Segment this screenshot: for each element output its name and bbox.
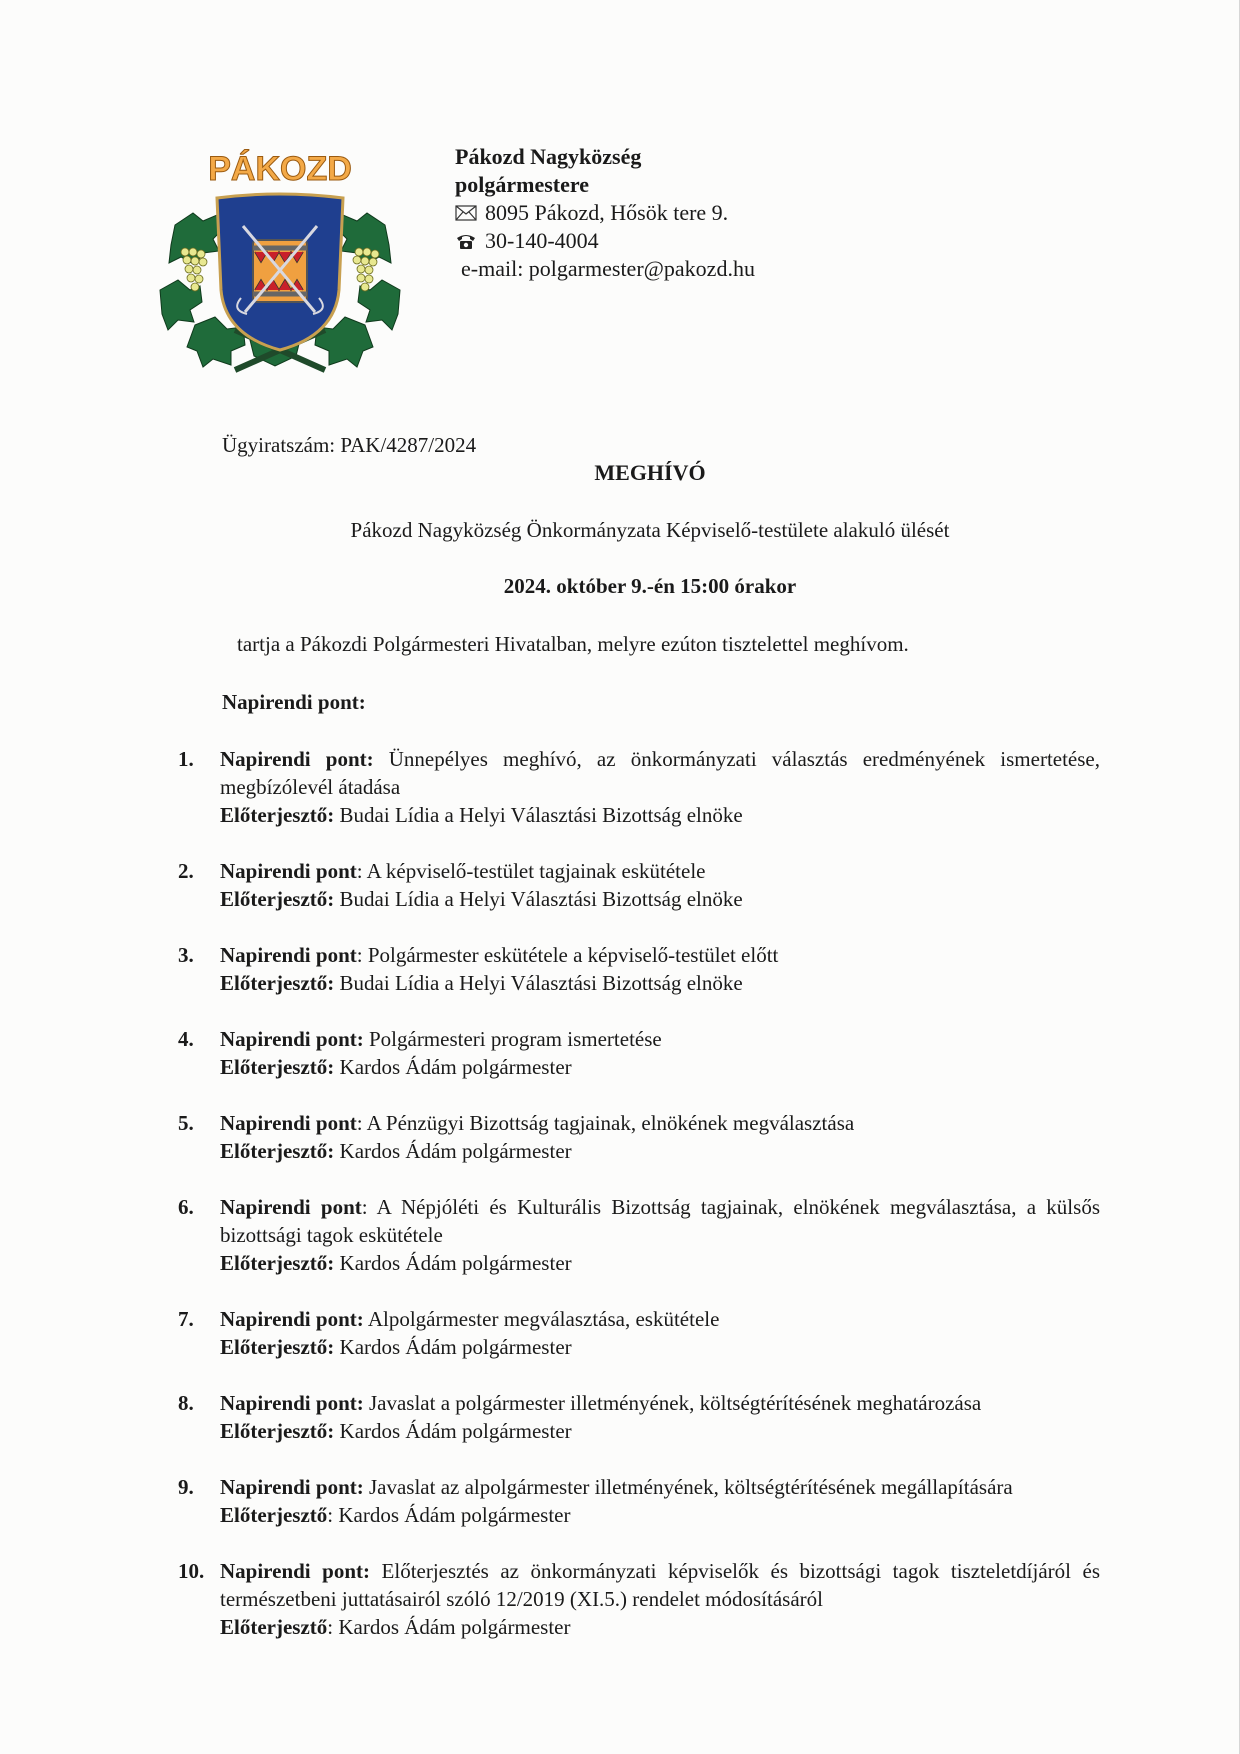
letterhead: [455, 143, 755, 283]
agenda-item-topic: Előterjesztés az önkormányzati képviselők és bizottsági tagok tiszteletdíjáról és természetbeni juttatásairól szóló 12/2019 (XI.5.) rendelet módosításáról: [220, 1559, 1101, 1611]
meeting-datetime: 2024. október 9.-én 15:00 órakor: [503, 574, 797, 598]
address-line: [455, 199, 755, 227]
logo-title-text: PÁKOZD: [208, 150, 352, 188]
presenter-name: Kardos Ádám polgármester: [334, 1055, 572, 1079]
agenda-item-number: 8.: [178, 1391, 194, 1415]
agenda-item-topic: Alpolgármester megválasztása, eskütétele: [363, 1307, 720, 1331]
agenda-item: [178, 1109, 1100, 1165]
agenda-item-topic: : A képviselő-testület tagjainak eskütétele: [356, 859, 706, 883]
agenda-item-number: 3.: [178, 943, 194, 967]
presenter-label: Előterjesztő:: [220, 1419, 335, 1443]
agenda-item-topic: : A Pénzügyi Bizottság tagjainak, elnökének megválasztása: [356, 1111, 855, 1135]
agenda-item-label: Napirendi pont:: [220, 1307, 364, 1331]
agenda-item-topic: Polgármesteri program ismertetése: [363, 1027, 662, 1051]
agenda-item-label: Napirendi pont: [220, 1195, 362, 1219]
presenter-name: : Kardos Ádám polgármester: [327, 1615, 571, 1639]
org-name: Pákozd Nagyközség: [455, 144, 642, 169]
agenda-item-label: Napirendi pont:: [220, 1475, 364, 1499]
agenda-item-label: Napirendi pont:: [220, 747, 374, 771]
agenda-item-label: Napirendi pont: [220, 943, 357, 967]
agenda-item-label: Napirendi pont:: [220, 1027, 364, 1051]
presenter-label: Előterjesztő:: [220, 1251, 335, 1275]
agenda-item: [178, 1557, 1100, 1641]
agenda-item-number: 10.: [178, 1559, 205, 1583]
presenter-name: Budai Lídia a Helyi Választási Bizottság elnöke: [334, 887, 743, 911]
agenda-item: [178, 1193, 1100, 1277]
envelope-icon: [455, 204, 477, 222]
presenter-label: Előterjesztő:: [220, 971, 335, 995]
agenda-item: [178, 745, 1100, 829]
agenda-item: [178, 1473, 1100, 1529]
agenda-item-topic: Javaslat a polgármester illetményének, költségtérítésének meghatározása: [363, 1391, 982, 1415]
document-title: MEGHÍVÓ: [594, 460, 706, 485]
phone-line: [455, 227, 755, 255]
agenda-item-number: 9.: [178, 1475, 194, 1499]
presenter-label: Előterjesztő:: [220, 803, 335, 827]
presenter-name: Kardos Ádám polgármester: [334, 1419, 572, 1443]
presenter-name: : Kardos Ádám polgármester: [327, 1503, 571, 1527]
presenter-name: Kardos Ádám polgármester: [334, 1139, 572, 1163]
phone-text: 30-140-4004: [485, 228, 599, 253]
agenda-item-label: Napirendi pont: [220, 1111, 357, 1135]
presenter-label: Előterjesztő:: [220, 887, 335, 911]
invitation-intro: Pákozd Nagyközség Önkormányzata Képviselő-testülete alakuló ülését: [350, 518, 950, 542]
agenda-item-topic: Javaslat az alpolgármester illetményének, költségtérítésének megállapítására: [363, 1475, 1013, 1499]
agenda-item-topic: Ünnepélyes meghívó, az önkormányzati választás eredményének ismertetése, megbízólevél átadása: [220, 747, 1100, 799]
agenda-item: [178, 1305, 1100, 1361]
email-text[interactable]: e-mail: polgarmester@pakozd.hu: [461, 256, 755, 281]
presenter-label: Előterjesztő: [220, 1503, 328, 1527]
presenter-label: Előterjesztő: [220, 1615, 328, 1639]
agenda-item-number: 7.: [178, 1307, 194, 1331]
presenter-name: Budai Lídia a Helyi Választási Bizottság elnöke: [334, 803, 743, 827]
telephone-icon: [455, 232, 477, 250]
presenter-label: Előterjesztő:: [220, 1055, 335, 1079]
agenda-item: [178, 857, 1100, 913]
agenda-item: [178, 941, 1100, 997]
agenda-item-label: Napirendi pont:: [220, 1391, 364, 1415]
agenda-item-topic: : A Népjóléti és Kulturális Bizottság tagjainak, elnökének megválasztása, a külsős bizottsági tagok eskütétele: [220, 1195, 1100, 1247]
agenda-item-number: 5.: [178, 1111, 194, 1135]
agenda-item-number: 4.: [178, 1027, 194, 1051]
agenda-item: [178, 1025, 1100, 1081]
address-text: 8095 Pákozd, Hősök tere 9.: [485, 200, 729, 225]
presenter-name: Budai Lídia a Helyi Választási Bizottság elnöke: [334, 971, 743, 995]
meeting-venue: tartja a Pákozdi Polgármesteri Hivatalban, melyre ezúton tisztelettel meghívom.: [237, 632, 909, 656]
presenter-name: Kardos Ádám polgármester: [334, 1251, 572, 1275]
org-title: polgármestere: [455, 172, 589, 197]
presenter-label: Előterjesztő:: [220, 1139, 335, 1163]
presenter-label: Előterjesztő:: [220, 1335, 335, 1359]
agenda-list: [178, 745, 1100, 1669]
agenda-item-label: Napirendi pont:: [220, 1559, 371, 1583]
agenda-item-number: 6.: [178, 1195, 194, 1219]
agenda-item: [178, 1389, 1100, 1445]
agenda-item-number: 2.: [178, 859, 194, 883]
file-number: Ügyiratszám: PAK/4287/2024: [222, 433, 477, 457]
agenda-item-label: Napirendi pont: [220, 859, 357, 883]
pakozd-coat-of-arms-logo: [155, 140, 405, 380]
presenter-name: Kardos Ádám polgármester: [334, 1335, 572, 1359]
agenda-heading: Napirendi pont:: [222, 690, 366, 714]
agenda-item-topic: : Polgármester eskütétele a képviselő-testület előtt: [356, 943, 779, 967]
agenda-item-number: 1.: [178, 747, 194, 771]
